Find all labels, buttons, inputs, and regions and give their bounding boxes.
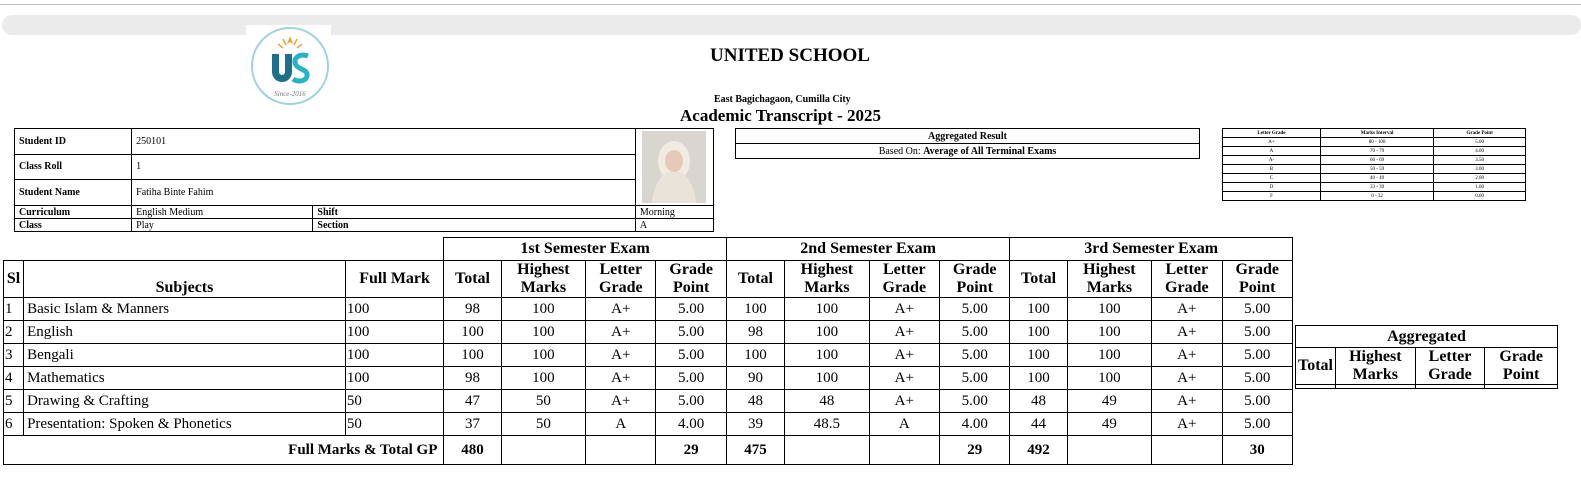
top-divider — [0, 4, 1581, 5]
student-info-table — [14, 128, 714, 232]
footer-total: 475 — [726, 436, 784, 465]
subject-name: English — [24, 321, 346, 344]
sem-highest: 50 — [501, 390, 585, 413]
grade-scale-cell: C — [1223, 174, 1321, 183]
agg-letter-header: Letter Grade — [1415, 348, 1485, 385]
sem-letter-header: Letter Grade — [586, 261, 656, 298]
student-name-value: Fatiha Binte Fahim — [132, 180, 636, 206]
grade-scale-cell: 1.00 — [1434, 183, 1526, 192]
semester-1-header: 1st Semester Exam — [444, 238, 727, 261]
subject-full-mark: 100 — [345, 344, 444, 367]
grade-scale-cell: B — [1223, 165, 1321, 174]
curriculum-value: English Medium — [132, 206, 313, 219]
grade-scale-cell: 33 - 39 — [1320, 183, 1433, 192]
footer-gp: 30 — [1222, 436, 1293, 465]
grade-scale-row — [1223, 156, 1526, 165]
subject-sl: 3 — [4, 344, 24, 367]
subject-name: Bengali — [24, 344, 346, 367]
sem-highest: 100 — [501, 344, 585, 367]
grade-scale-cell: 40 - 49 — [1320, 174, 1433, 183]
sem-letter-header: Letter Grade — [869, 261, 939, 298]
student-photo-cell — [635, 129, 713, 206]
grade-scale-table — [1222, 128, 1526, 201]
sem-grade-point: 5.00 — [656, 367, 726, 390]
grade-scale-row — [1223, 138, 1526, 147]
sem-letter: A+ — [586, 321, 656, 344]
sem-grade-point: 5.00 — [940, 344, 1010, 367]
sem-highest: 100 — [785, 344, 869, 367]
grade-scale-row — [1223, 192, 1526, 201]
grade-scale-cell: 80 - 100 — [1320, 138, 1433, 147]
sem-total: 100 — [444, 321, 501, 344]
grade-scale-header: Marks Interval — [1320, 129, 1433, 138]
sem-highest: 50 — [501, 413, 585, 436]
subject-name: Presentation: Spoken & Phonetics — [24, 413, 346, 436]
sem-highest: 100 — [785, 321, 869, 344]
subject-row — [4, 367, 1293, 390]
sem-grade-point: 5.00 — [940, 367, 1010, 390]
grade-scale-row — [1223, 183, 1526, 192]
grade-scale-row — [1223, 174, 1526, 183]
class-roll-label: Class Roll — [15, 154, 132, 180]
grade-scale-cell: 0.00 — [1434, 192, 1526, 201]
subject-sl: 4 — [4, 367, 24, 390]
subject-name: Drawing & Crafting — [24, 390, 346, 413]
footer-label: Full Marks & Total GP — [4, 436, 444, 465]
footer-empty — [586, 436, 656, 465]
sem-letter: A+ — [869, 321, 939, 344]
sem-total: 100 — [726, 344, 784, 367]
section-label: Section — [313, 219, 635, 232]
agg-grade-header: Grade Point — [1485, 348, 1558, 385]
class-roll-value: 1 — [132, 154, 636, 180]
sem-grade-point: 5.00 — [1222, 298, 1293, 321]
sem-letter: A+ — [586, 298, 656, 321]
sem-grade-point: 5.00 — [940, 298, 1010, 321]
grade-scale-header: Grade Point — [1434, 129, 1526, 138]
sem-letter-header: Letter Grade — [1152, 261, 1222, 298]
student-name-label: Student Name — [15, 180, 132, 206]
grade-scale-cell: A- — [1223, 156, 1321, 165]
agg-cell — [1485, 385, 1558, 389]
grade-scale-cell: 5.00 — [1434, 138, 1526, 147]
subjects-header: Subjects — [24, 261, 346, 298]
grade-scale-row — [1223, 165, 1526, 174]
sem-highest: 49 — [1067, 390, 1151, 413]
footer-full-marks: 480 — [444, 436, 501, 465]
sem-highest: 100 — [501, 321, 585, 344]
sem-grade-point: 5.00 — [1222, 390, 1293, 413]
subject-sl: 2 — [4, 321, 24, 344]
marks-table — [3, 237, 1293, 465]
sem-grade-point: 5.00 — [1222, 321, 1293, 344]
sem-total: 100 — [726, 298, 784, 321]
agg-highest-header: Highest Marks — [1335, 348, 1415, 385]
class-value: Play — [132, 219, 313, 232]
subject-row — [4, 390, 1293, 413]
sem-total: 100 — [1010, 344, 1067, 367]
grade-scale-cell: 60 - 69 — [1320, 156, 1433, 165]
grade-scale-cell: 3.50 — [1434, 156, 1526, 165]
sem-total: 48 — [1010, 390, 1067, 413]
sem-grade-header: Grade Point — [940, 261, 1010, 298]
sem-letter: A — [869, 413, 939, 436]
aggregated-table — [1295, 325, 1558, 389]
semester-2-header: 2nd Semester Exam — [726, 238, 1010, 261]
sem-total: 44 — [1010, 413, 1067, 436]
agg-total-header: Total — [1296, 348, 1336, 385]
grade-scale-cell: F — [1223, 192, 1321, 201]
subject-full-mark: 50 — [345, 390, 444, 413]
sem-highest: 100 — [501, 298, 585, 321]
subject-name: Basic Islam & Manners — [24, 298, 346, 321]
sem-highest-header: Highest Marks — [1067, 261, 1151, 298]
subject-sl: 1 — [4, 298, 24, 321]
sl-header: Sl — [4, 261, 24, 298]
aggregated-basis: Based On: Average of All Terminal Exams — [736, 144, 1200, 159]
footer-gp: 29 — [940, 436, 1010, 465]
sem-total: 37 — [444, 413, 501, 436]
sem-total: 39 — [726, 413, 784, 436]
sem-letter: A+ — [1152, 321, 1222, 344]
grade-scale-cell: 50 - 59 — [1320, 165, 1433, 174]
shift-value: Morning — [635, 206, 713, 219]
subject-name: Mathematics — [24, 367, 346, 390]
grade-scale-cell: 3.00 — [1434, 165, 1526, 174]
sem-highest: 100 — [1067, 344, 1151, 367]
sem-letter: A+ — [869, 367, 939, 390]
subject-full-mark: 100 — [345, 367, 444, 390]
subject-full-mark: 100 — [345, 298, 444, 321]
sem-highest: 100 — [1067, 367, 1151, 390]
sem-grade-point: 5.00 — [1222, 344, 1293, 367]
footer-empty — [869, 436, 939, 465]
class-label: Class — [15, 219, 132, 232]
sem-total: 98 — [726, 321, 784, 344]
sem-grade-point: 5.00 — [656, 321, 726, 344]
sem-grade-point: 5.00 — [1222, 413, 1293, 436]
grade-scale-cell: 0 - 32 — [1320, 192, 1433, 201]
sem-letter: A+ — [586, 344, 656, 367]
footer-empty — [501, 436, 585, 465]
curriculum-label: Curriculum — [15, 206, 132, 219]
sem-grade-point: 5.00 — [656, 344, 726, 367]
subject-sl: 6 — [4, 413, 24, 436]
logo-caption: Since-2016 — [274, 90, 306, 98]
semester-3-header: 3rd Semester Exam — [1010, 238, 1293, 261]
sem-grade-point: 5.00 — [940, 321, 1010, 344]
aggregated-result-box — [735, 128, 1200, 159]
footer-empty — [785, 436, 869, 465]
sem-grade-point: 4.00 — [656, 413, 726, 436]
subject-row — [4, 413, 1293, 436]
grade-scale-cell: 4.00 — [1434, 147, 1526, 156]
shift-label: Shift — [313, 206, 635, 219]
sem-letter: A+ — [869, 344, 939, 367]
sem-grade-point: 5.00 — [1222, 367, 1293, 390]
sem-highest-header: Highest Marks — [785, 261, 869, 298]
student-id-value: 250101 — [132, 129, 636, 155]
sem-letter: A+ — [869, 390, 939, 413]
sem-total-header: Total — [444, 261, 501, 298]
grade-scale-cell: A+ — [1223, 138, 1321, 147]
sem-total: 98 — [444, 298, 501, 321]
sem-letter: A+ — [1152, 390, 1222, 413]
sem-letter: A+ — [1152, 298, 1222, 321]
sem-highest: 48 — [785, 390, 869, 413]
grade-scale-cell: 2.00 — [1434, 174, 1526, 183]
sem-grade-point: 5.00 — [656, 390, 726, 413]
subject-row — [4, 321, 1293, 344]
sem-letter: A+ — [586, 367, 656, 390]
sem-letter: A+ — [869, 298, 939, 321]
grade-scale-row — [1223, 147, 1526, 156]
sem-total: 100 — [444, 344, 501, 367]
sem-highest: 49 — [1067, 413, 1151, 436]
sem-letter: A+ — [1152, 344, 1222, 367]
sem-total: 48 — [726, 390, 784, 413]
sem-total-header: Total — [1010, 261, 1067, 298]
sem-total: 90 — [726, 367, 784, 390]
header-spacer — [4, 238, 444, 261]
subject-row — [4, 298, 1293, 321]
sem-highest: 100 — [1067, 298, 1151, 321]
grade-scale-cell: 70 - 79 — [1320, 147, 1433, 156]
sem-letter: A+ — [1152, 413, 1222, 436]
sem-total: 47 — [444, 390, 501, 413]
sem-letter: A — [586, 413, 656, 436]
sem-total-header: Total — [726, 261, 784, 298]
student-photo — [642, 131, 706, 203]
sem-highest-header: Highest Marks — [501, 261, 585, 298]
sem-letter: A+ — [1152, 367, 1222, 390]
full-mark-header: Full Mark — [345, 261, 444, 298]
sem-highest: 100 — [501, 367, 585, 390]
sem-total: 98 — [444, 367, 501, 390]
grade-scale-cell: A — [1223, 147, 1321, 156]
sem-grade-point: 4.00 — [940, 413, 1010, 436]
school-logo — [250, 26, 330, 106]
subject-full-mark: 100 — [345, 321, 444, 344]
sem-total: 100 — [1010, 298, 1067, 321]
sem-highest: 48.5 — [785, 413, 869, 436]
sem-grade-header: Grade Point — [1222, 261, 1293, 298]
footer-total: 492 — [1010, 436, 1067, 465]
aggregated-title: Aggregated — [1296, 326, 1558, 348]
footer-empty — [1152, 436, 1222, 465]
subject-sl: 5 — [4, 390, 24, 413]
subject-full-mark: 50 — [345, 413, 444, 436]
sem-highest: 100 — [785, 367, 869, 390]
aggregated-result-title: Aggregated Result — [736, 129, 1200, 144]
sem-total: 100 — [1010, 321, 1067, 344]
document-title: Academic Transcript - 2025 — [680, 106, 881, 125]
sem-grade-point: 5.00 — [656, 298, 726, 321]
school-address: East Bagichagaon, Cumilla City — [714, 94, 851, 105]
scroll-track[interactable] — [2, 15, 1581, 35]
sem-highest: 100 — [1067, 321, 1151, 344]
grade-scale-cell: D — [1223, 183, 1321, 192]
subject-row — [4, 344, 1293, 367]
sem-total: 100 — [1010, 367, 1067, 390]
school-name: UNITED SCHOOL — [710, 45, 870, 66]
footer-empty — [1067, 436, 1151, 465]
agg-cell — [1415, 385, 1485, 389]
sem-highest: 100 — [785, 298, 869, 321]
agg-cell — [1335, 385, 1415, 389]
grade-scale-header: Letter Grade — [1223, 129, 1321, 138]
section-value: A — [635, 219, 713, 232]
footer-gp: 29 — [656, 436, 726, 465]
sem-grade-point: 5.00 — [940, 390, 1010, 413]
sem-letter: A+ — [586, 390, 656, 413]
agg-cell — [1296, 385, 1336, 389]
student-id-label: Student ID — [15, 129, 132, 155]
sem-grade-header: Grade Point — [656, 261, 726, 298]
